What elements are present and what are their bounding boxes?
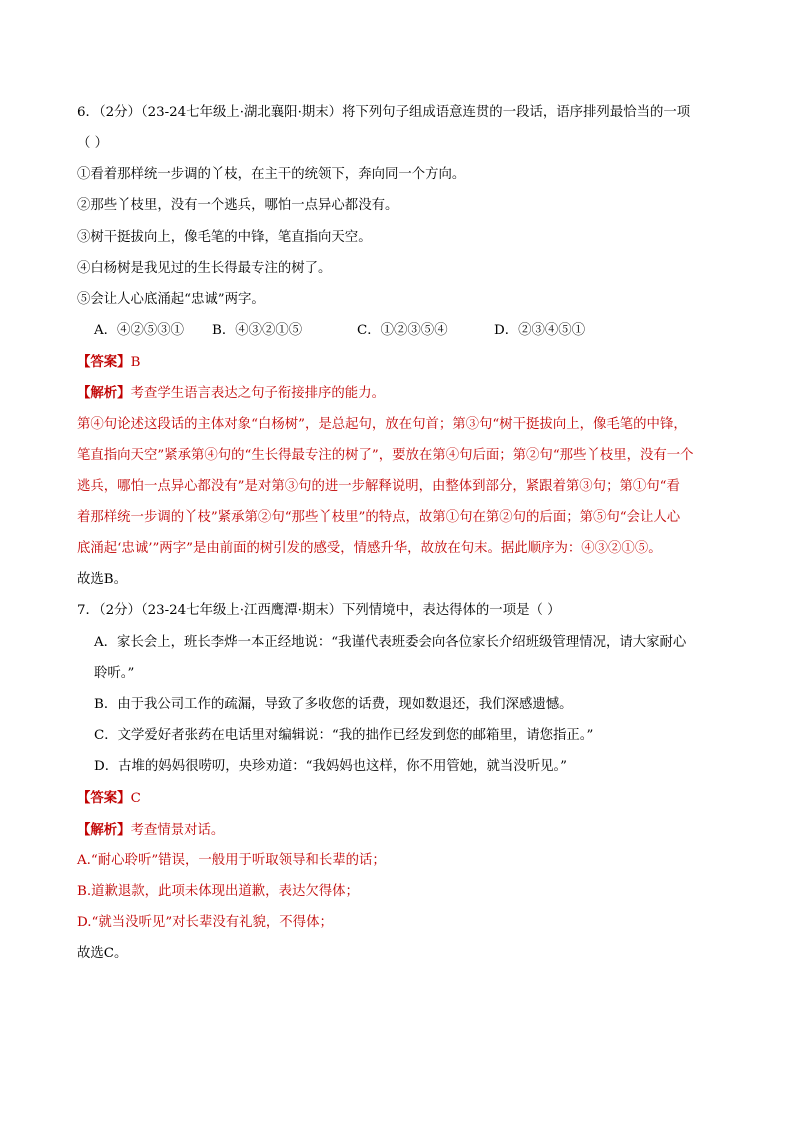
answer-tag: 【答案】: [77, 790, 131, 806]
q6-sentence-3: ③树干挺拔向上，像毛笔的中锋，笔直指向天空。: [77, 230, 372, 245]
answer-value: C: [130, 791, 141, 806]
q6-analysis-line-3: 逃兵，哪怕一点异心都没有”是对第③句的进一步解释说明，由整体到部分，紧跟着第③句；第①句“看: [77, 479, 680, 494]
q6-options: [94, 322, 585, 340]
analysis-text: 底涌起‘忠诚’”两字”是由前面的树引发的感受，情感升华，故放在句末。据此顺序为：: [77, 541, 582, 556]
answer-tag: 【答案】: [77, 354, 131, 370]
q6-option-b: B．④③②①⑤: [212, 323, 303, 338]
q6-sentence-1: ①看着那样统一步调的丫枝，在主干的统领下，奔向同一个方向。: [77, 167, 466, 182]
q6-answer: [77, 353, 140, 372]
q6-analysis-line-1: 第④句论述这段话的主体对象“白杨树”，是总起句，放在句首；第③句“树干挺拔向上，像毛笔的中锋，: [77, 417, 687, 432]
q6-sentence-5: ⑤会让人心底涌起“忠诚”两字。: [77, 292, 265, 307]
q7-analysis-line-2: B.道歉退款，此项未体现出道歉，表达欠得体；: [77, 884, 359, 899]
analysis-tag: 【解析】: [77, 385, 131, 401]
q7-analysis-line-3: D.“就当没听见”对长辈没有礼貌，不得体；: [77, 915, 333, 930]
q6-option-a: A．④②⑤③①: [94, 323, 185, 338]
answer-value: B: [130, 355, 141, 370]
q6-stem-blank: （ ）: [77, 136, 109, 151]
q6-option-d: D．②③④⑤①: [494, 323, 586, 338]
q6-sentence-2: ②那些丫枝里，没有一个逃兵，哪怕一点异心都没有。: [77, 198, 399, 213]
q6-analysis-line-4: 着那样统一步调的丫枝”紧承第②句“那些丫枝里”的特点，故第①句在第②句的后面；第⑤句“会让人心: [77, 510, 681, 525]
q6-conclusion: 故选B。: [77, 572, 128, 587]
q6-sentence-4: ④白杨树是我见过的生长得最专注的树了。: [77, 261, 332, 276]
q6-analysis-line-5: [77, 540, 662, 558]
order-sequence: ④③②①⑤。: [581, 541, 662, 556]
q7-option-d: D．古堆的妈妈很唠叨，央珍劝道：“我妈妈也这样，你不用管她，就当没听见。”: [94, 759, 568, 774]
q6-analysis-heading: [77, 384, 385, 403]
q7-option-b: B．由于我公司工作的疏漏，导致了多收您的话费，现如数退还，我们深感遗憾。: [94, 697, 573, 712]
q6-option-c: C．①②③⑤④: [357, 323, 448, 338]
q7-stem: 7．（2分）（23-24七年级上·江西鹰潭·期末）下列情境中，表达得体的一项是（ ）: [77, 603, 561, 618]
q7-option-c: C．文学爱好者张药在电话里对编辑说：“我的拙作已经发到您的邮箱里，请您指正。”: [94, 728, 594, 743]
analysis-tag: 【解析】: [77, 822, 131, 838]
q7-option-a-line1: A．家长会上，班长李烨一本正经地说：“我谨代表班委会向各位家长介绍班级管理情况，请大家耐心: [94, 635, 687, 650]
q7-conclusion: 故选C。: [77, 946, 128, 961]
analysis-intro: 考查学生语言表达之句子衔接排序的能力。: [130, 386, 385, 401]
q6-analysis-line-2: 笔直指向天空”紧承第④句的“生长得最专注的树了”，要放在第④句后面；第②句“那些丫枝里，没有一个: [77, 448, 694, 463]
q7-analysis-heading: [77, 821, 224, 840]
analysis-intro: 考查情景对话。: [130, 823, 225, 838]
q7-answer: [77, 789, 141, 808]
q7-option-a-line2: 聆听。”: [94, 666, 135, 681]
q6-stem-line1: 6．（2分）（23-24七年级上·湖北襄阳·期末）将下列句子组成语意连贯的一段话，语序排列最恰当的一项: [77, 105, 691, 120]
q7-analysis-line-1: A.“耐心聆听”错误，一般用于听取领导和长辈的话；: [77, 853, 386, 868]
